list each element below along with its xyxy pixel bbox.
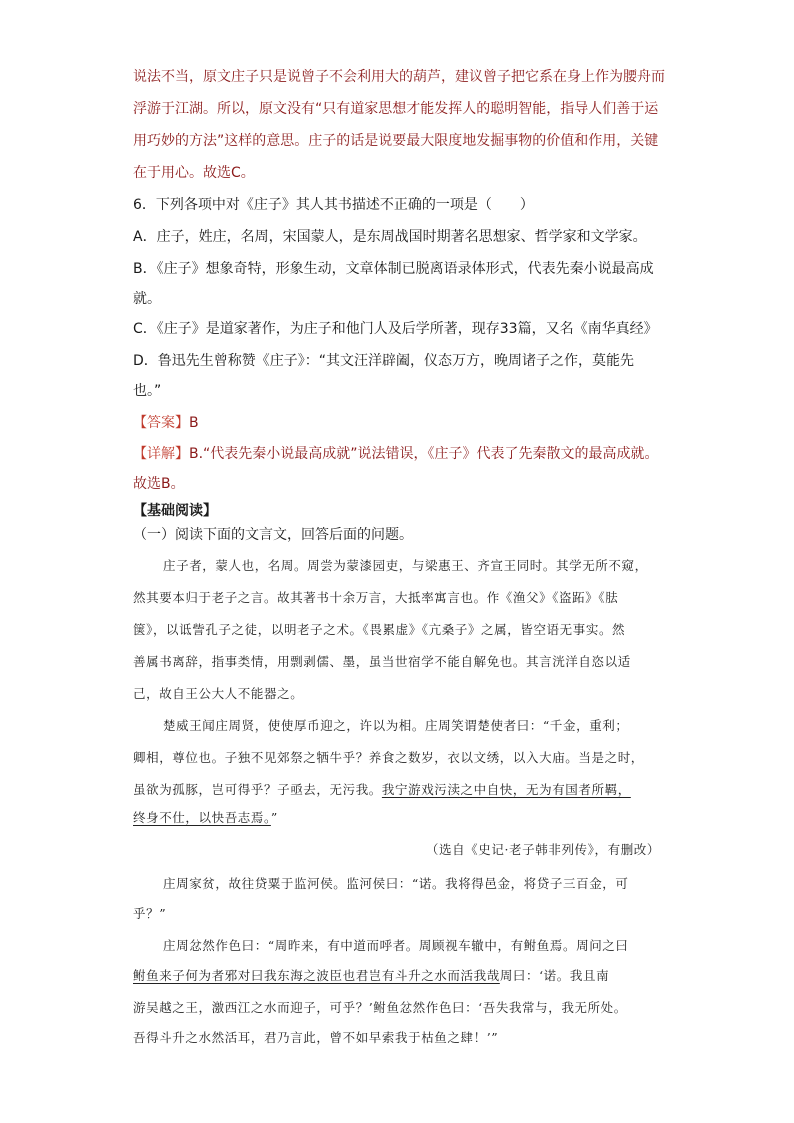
passage-line: 箧》，以诋訾孔子之徒，以明老子之术。《畏累虚》《亢桑子》之属，皆空语无事实。然 <box>133 622 626 637</box>
underlined-sentence: 终身不仕，以快吾志焉。 <box>133 810 271 825</box>
answer-line <box>133 412 199 432</box>
passage-line: 善属书离辞，指事类情，用剽剥儒、墨，虽当世宿学不能自解免也。其言洸洋自恣以适 <box>133 654 631 669</box>
passage-line: 己，故自王公大人不能器之。 <box>133 686 304 701</box>
passage-text: ” <box>270 810 278 825</box>
passage-line <box>133 780 631 798</box>
passage-line: 庄子者，蒙人也，名周。周尝为蒙漆园吏，与梁惠王、齐宣王同时。其学无所不窥， <box>163 558 648 573</box>
passage-line: 游吴越之王，激西江之水而迎子，可乎？’鲋鱼忿然作色曰：‘吾失我常与，我无所处。 <box>133 1000 627 1015</box>
explanation-line: 用巧妙的方法”这样的意思。庄子的话是说要最大限度地发掘事物的价值和作用，关键 <box>133 133 659 149</box>
explanation-line: 浮游于江湖。所以，原文没有“只有道家思想才能发挥人的聪明智能，指导人们善于运 <box>133 101 659 117</box>
underlined-sentence: 鲋鱼来子何为者邪对曰我东海之波臣也君岂有斗升之水而活我哉 <box>133 968 500 983</box>
answer-tag: 【答案】 <box>133 415 189 431</box>
section-instruction: （一）阅读下面的文言文，回答后面的问题。 <box>133 527 413 543</box>
passage-line <box>133 966 609 984</box>
detail-text-cont: 故选B。 <box>133 476 185 492</box>
source-citation: （选自《史记·老子韩非列传》，有删改） <box>425 842 660 857</box>
option-d-cont: 也。” <box>133 383 162 399</box>
option-b: B．《庄子》想象奇特，形象生动，文章体制已脱离语录体形式，代表先秦小说最高成 <box>133 261 654 277</box>
passage-line: 庄周忿然作色曰：“周昨来，有中道而呼者。周顾视车辙中，有鲋鱼焉。周问之曰 <box>163 938 629 953</box>
passage-line <box>133 808 278 826</box>
option-c: C．《庄子》是道家著作，为庄子和他门人及后学所著，现存33篇，又名《南华真经》 <box>133 321 658 337</box>
passage-text: 周曰：‘诺。我且南 <box>499 968 610 983</box>
detail-text: B.“代表先秦小说最高成就”说法错误，《庄子》代表了先秦散文的最高成就。 <box>189 446 659 462</box>
passage-line: 吾得斗升之水然活耳，君乃言此，曾不如早索我于枯鱼之肆！’” <box>133 1030 499 1045</box>
option-b-cont: 就。 <box>133 291 161 307</box>
option-a: A．庄子，姓庄，名周，宋国蒙人，是东周战国时期著名思想家、哲学家和文学家。 <box>133 229 647 245</box>
passage-line: 乎？” <box>133 906 167 921</box>
passage-line: 庄周家贫，故往贷粟于监河侯。监河侯曰：“诺。我将得邑金，将贷子三百金，可 <box>163 876 629 891</box>
option-d: D．鲁迅先生曾称赞《庄子》：“其文汪洋辟阖，仪态万方，晚周诸子之作，莫能先 <box>133 353 635 369</box>
section-title: 【基础阅读】 <box>133 503 217 519</box>
detail-tag: 【详解】 <box>133 446 189 462</box>
explanation-line: 在于用心。故选C。 <box>133 165 255 181</box>
passage-line: 楚威王闻庄周贤，使使厚币迎之，许以为相。庄周笑谓楚使者曰：“千金，重利； <box>163 718 629 733</box>
explanation-line: 说法不当，原文庄子只是说曾子不会利用大的葫芦，建议曾子把它系在身上作为腰舟而 <box>133 69 665 85</box>
answer-value: B <box>189 415 199 431</box>
passage-line: 卿相，尊位也。子独不见郊祭之牺牛乎？养食之数岁，衣以文绣，以入大庙。当是之时， <box>133 750 644 765</box>
detail-line <box>133 443 659 463</box>
passage-text: 虽欲为孤豚，岂可得乎？子亟去，无污我。 <box>133 782 382 797</box>
passage-line: 然其要本归于老子之言。故其著书十余万言，大抵率寓言也。作《渔父》《盗跖》《胠 <box>133 590 619 605</box>
underlined-sentence: 我宁游戏污渎之中自快，无为有国者所羁， <box>381 782 631 797</box>
question-stem: 6．下列各项中对《庄子》其人其书描述不正确的一项是（ ） <box>133 197 534 213</box>
